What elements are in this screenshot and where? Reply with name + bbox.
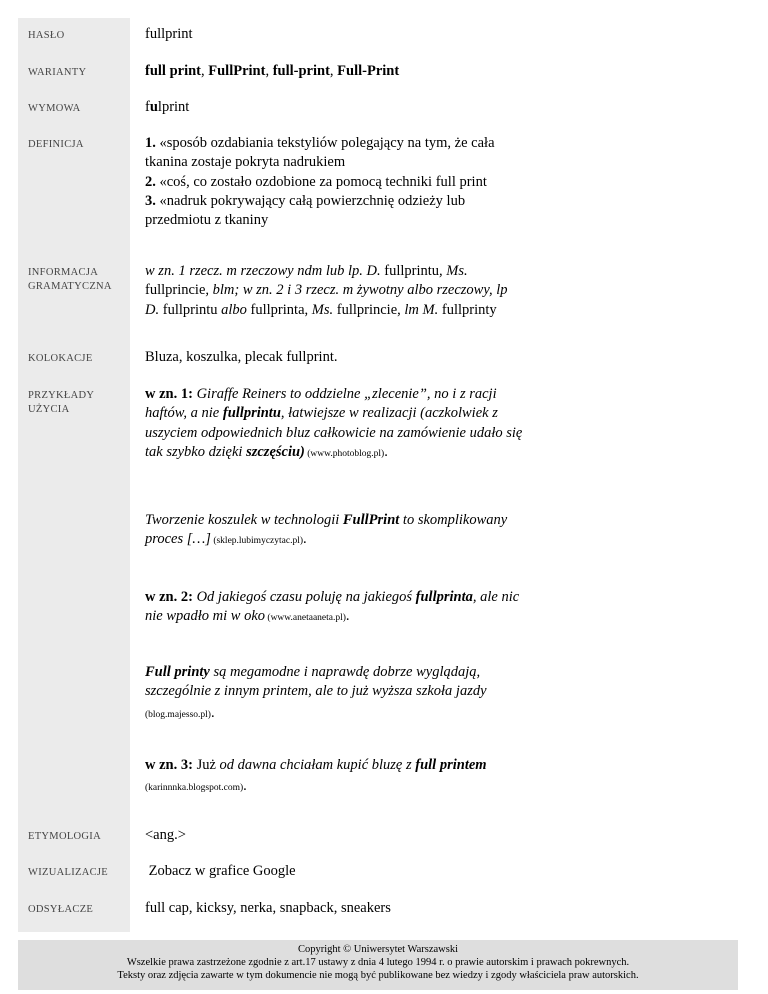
field-label-wymowa: WYMOWA: [28, 103, 81, 114]
field-label-haslo: HASŁO: [28, 30, 65, 41]
definitions: [145, 134, 525, 230]
definition-3: 3. «nadruk pokrywający całą powierzchnię odzieży lub przedmiotu z tkaniny: [145, 192, 466, 229]
field-label-etymologia: ETYMOLOGIA: [28, 831, 101, 842]
label-column-background: [18, 18, 130, 932]
example-5: w zn. 3: Już od dawna chciałam kupić bluzę z full printem (karinnnka.blogspot.com).: [145, 757, 487, 795]
definition-1: 1. «sposób ozdabiania tekstyliów polegający na tym, że cała tkanina zostaje pokryta nadrukiem: [145, 135, 495, 171]
field-label-definicja: DEFINICJA: [28, 139, 84, 150]
pronunciation: fulprint: [145, 99, 190, 115]
footer-copyright: Copyright © Uniwersytet Warszawski: [297, 944, 459, 955]
example-2: Tworzenie koszulek w technologii FullPrint to skomplikowany proces […] (sklep.lubimyczytac.pl).: [145, 512, 508, 548]
definition-2: 2. «coś, co zostało ozdobione za pomocą techniki full print: [145, 173, 487, 190]
grammar-info: w zn. 1 rzecz. m rzeczowy ndm lub lp. D. fullprintu, Ms. fullprincie, blm; w zn. 2 i 3 rzecz. m żywotny albo rzeczowy, lp D. fullprintu albo fullprinta, Ms. fullprincie, lm M. fullprinty: [145, 263, 508, 318]
variants: full print, FullPrint, full-print, Full-Print: [145, 63, 400, 79]
etymology: <ang.>: [145, 827, 186, 843]
footer-rights: Wszelkie prawa zastrzeżone zgodnie z art.17 ustawy z dnia 4 lutego 1994 r. o prawie autorskim i prawach pokrewnych.: [126, 957, 630, 968]
field-label-wizualizacje: WIZUALIZACJE: [28, 867, 108, 878]
field-label-odsylacze: ODSYŁACZE: [28, 904, 94, 915]
field-label-kolokacje: KOLOKACJE: [28, 353, 93, 364]
example-1: w zn. 1: Giraffe Reiners to oddzielne „zlecenie”, no i z racji haftów, a nie fullprintu, łatwiejsze w realizacji (aczkolwiek z uszyciem odpowiednich bluz całkowicie na zamówienie udało się tak szybko dzięki szczęściu) (www.photoblog.pl).: [145, 386, 523, 460]
copyright-footer: [18, 940, 738, 990]
field-label-gramatyka: INFORMACJA GRAMATYCZNA: [28, 267, 112, 292]
field-label-warianty: WARIANTY: [28, 67, 87, 78]
headword: fullprint: [145, 26, 193, 42]
field-label-przyklady: PRZYKŁADY UŻYCIA: [28, 390, 95, 415]
cross-references: full cap, kicksy, nerka, snapback, sneakers: [145, 900, 391, 916]
footer-notice: Teksty oraz zdjęcia zawarte w tym dokumencie nie mogą być publikowane bez wiedzy i zgody właściciela praw autorskich.: [117, 970, 639, 981]
examples: [145, 385, 525, 464]
example-3: w zn. 2: Od jakiegoś czasu poluję na jakiegoś fullprinta, ale nic nie wpadło mi w oko (www.anetaaneta.pl).: [145, 589, 520, 625]
example-4: Full printy są megamodne i naprawdę dobrze wyglądają, szczególnie z innym printem, ale to już wyższa szkoła jazdy (blog.majesso.pl).: [145, 664, 487, 721]
collocations: Bluza, koszulka, plecak fullprint.: [145, 349, 338, 365]
google-images-link[interactable]: Zobacz w grafice Google: [145, 863, 296, 879]
